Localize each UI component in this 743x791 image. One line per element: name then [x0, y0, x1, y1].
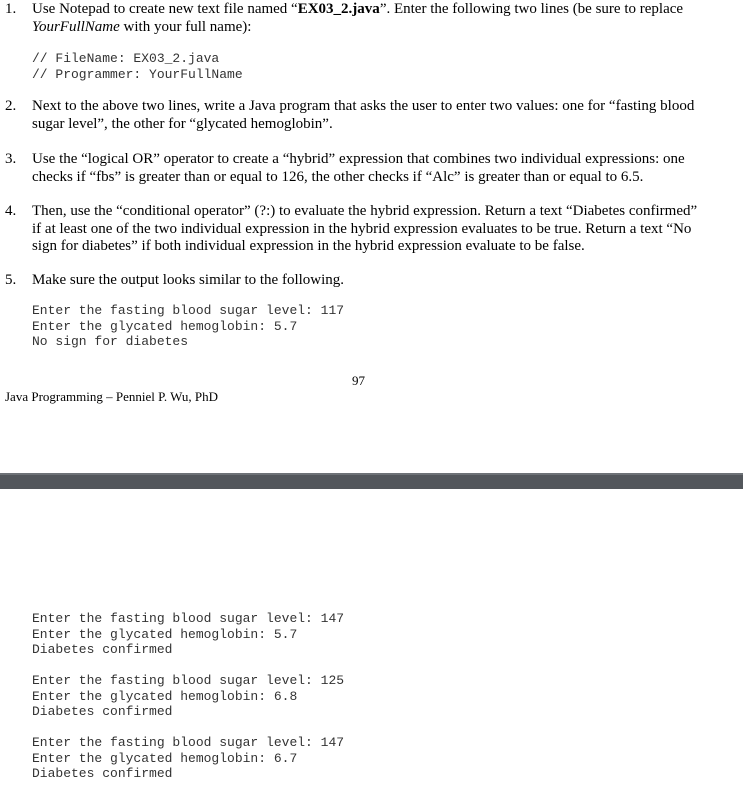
output-line: Enter the glycated hemoglobin: 5.7 [32, 626, 298, 642]
code-line: // FileName: EX03_2.java [32, 51, 220, 66]
output-line: Diabetes confirmed [32, 766, 173, 781]
item-number: 5. [5, 272, 17, 288]
item-text: Make sure the output looks similar to the following. [32, 272, 345, 288]
item-text: Next to the above two lines, write a Java program that asks the user to enter two values: one for “fasting blood sugar level”, the other for “glycated hemoglobin”. [32, 98, 695, 132]
file-name: EX03_2.java [297, 1, 380, 17]
sample-output-4 [32, 735, 344, 782]
document-page-2 [0, 489, 743, 791]
item-number: 1. [5, 1, 17, 17]
output-line: Enter the glycated hemoglobin: 5.7 [32, 318, 298, 334]
item-text: Use the “logical OR” operator to create a “hybrid” expression that combines two individual expressions: one checks if “fbs” is greater than or equal to 126, the other checks if “Alc” is greater than or equal to 6.5. [32, 151, 685, 185]
sample-output-2 [32, 611, 344, 658]
item-text: Then, use the “conditional operator” (?:) to evaluate the hybrid expression. Return a text “Diabetes confirmed” if at least one of the two individual expression in the hybrid expression evaluates to be true. Return a text “No sign for diabetes” if both individual expression in the hybrid expression evaluate to be false. [32, 203, 698, 254]
sample-output-1 [32, 303, 344, 350]
output-line: Enter the glycated hemoglobin: 6.7 [32, 750, 298, 766]
page-break-divider [0, 473, 743, 489]
output-line: Enter the fasting blood sugar level: 147 [32, 735, 345, 750]
page-number: 97 [352, 373, 365, 388]
output-line: Enter the fasting blood sugar level: 147 [32, 611, 345, 626]
sample-output-3 [32, 673, 344, 720]
item-number: 2. [5, 98, 17, 114]
output-line: Diabetes confirmed [32, 642, 173, 657]
code-line: // Programmer: YourFullName [32, 66, 243, 82]
page-footer: Java Programming – Penniel P. Wu, PhD [5, 389, 219, 404]
output-line: Enter the fasting blood sugar level: 117 [32, 303, 345, 318]
item-text: Use Notepad to create new text file named “EX03_2.java”. Enter the following two lines (be sure to replace YourFullName with your full name): [32, 1, 684, 35]
output-line: Enter the fasting blood sugar level: 125 [32, 673, 345, 688]
output-line: Enter the glycated hemoglobin: 6.8 [32, 688, 298, 704]
item-number: 4. [5, 203, 17, 219]
item-number: 3. [5, 151, 17, 167]
output-line: No sign for diabetes [32, 334, 189, 349]
code-block-header [32, 51, 243, 82]
output-line: Diabetes confirmed [32, 704, 173, 719]
